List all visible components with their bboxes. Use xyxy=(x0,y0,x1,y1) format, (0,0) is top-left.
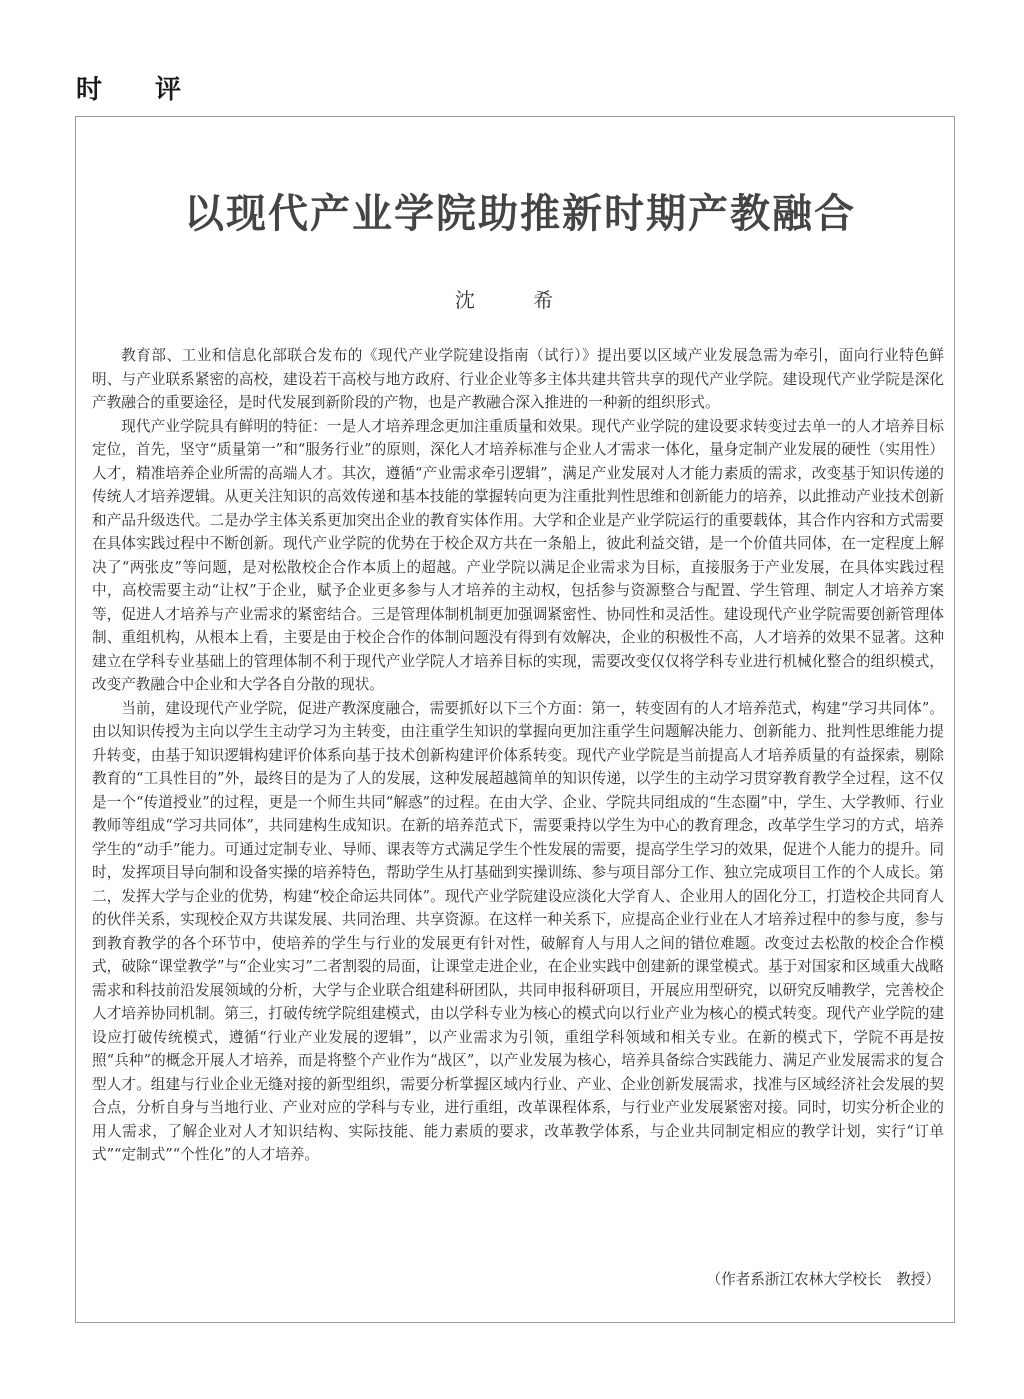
article-author: 沈 希 xyxy=(454,288,580,312)
paragraph-3: 当前，建设现代产业学院，促进产教深度融合，需要抓好以下三个方面：第一，转变固有的人才培养范式，构建“学习共同体”。由以知识传授为主向以学生主动学习为主转变，由注重学生知识的掌握向更加注重学生问题解决能力、创新能力、批判性思维能力提升转变，由基于知识逻辑构建评价体系向基于技术创新构建评价体系转变。现代产业学院是当前提高人才培养质量的有益探索，剔除教育的“工具性目的”外，最终目的是为了人的发展，这种发展超越简单的知识传递，以学生的主动学习贯穿教育教学全过程，这不仅是一个“传道授业”的过程，更是一个师生共同“解惑”的过程。在由大学、企业、学院共同组成的“生态圈”中，学生、大学教师、行业教师等组成“学习共同体”，共同建构生成知识。在新的培养范式下，需要秉持以学生为中心的教育理念，改革学生学习的方式，培养学生的“动手”能力。可通过定制专业、导师、课表等方式满足学生个性发展的需要，提高学生学习的效果，促进个人能力的提升。同时，发挥项目导向制和设备实操的培养特色，帮助学生从打基础到实操训练、参与项目部分工作、独立完成项目工作的个人成长。第二，发挥大学与企业的优势，构建“校企命运共同体”。现代产业学院建设应淡化大学育人、企业用人的固化分工，打造校企共同育人的伙伴关系，实现校企双方共谋发展、共同治理、共享资源。在这样一种关系下，应提高企业行业在人才培养过程中的参与度，参与到教育教学的各个环节中，使培养的学生与行业的发展更有针对性，破解育人与用人之间的错位难题。改变过去松散的校企合作模式，破除“课堂教学”与“企业实习”二者割裂的局面，让课堂走进企业，在企业实践中创建新的课堂模式。基于对国家和区域重大战略需求和科技前沿发展领域的分析，大学与企业联合组建科研团队，共同申报科研项目，开展应用型研究，以研究反哺教学，完善校企人才培养协同机制。第三，打破传统学院组建模式，由以学科专业为核心的模式向以行业产业为核心的模式转变。现代产业学院的建设应打破传统模式，遵循“行业产业发展的逻辑”，以产业需求为引领，重组学科领域和相关专业。在新的模式下，学院不再是按照“兵种”的概念开展人才培养，而是将整个产业作为“战区”，以产业发展为核心，培养具备综合实践能力、满足产业发展需求的复合型人才。组建与行业企业无缝对接的新型组织，需要分析掌握区域内行业、产业、企业创新发展需求，找准与区域经济社会发展的契合点，分析自身与当地行业、产业对应的学科与专业，进行重组，改革课程体系，与行业产业发展紧密对接。同时，切实分析企业的用人需求，了解企业对人才知识结构、实际技能、能力素质的要求，改革教学体系，与企业共同制定相应的教学计划，实行“订单式”“定制式”“个性化”的人才培养。 xyxy=(92,699,944,1163)
article-body xyxy=(92,344,944,1167)
paragraph-2: 现代产业学院具有鲜明的特征：一是人才培养理念更加注重质量和效果。现代产业学院的建设要求转变过去单一的人才培养目标定位，首先，坚守“质量第一”和“服务行业”的原则，深化人才培养标准与企业人才需求一体化，量身定制产业发展的硬性（实用性）人才，精准培养企业所需的高端人才。其次，遵循“产业需求牵引逻辑”，满足产业发展对人才能力素质的需求，改变基于知识传递的传统人才培养逻辑。从更关注知识的高效传递和基本技能的掌握转向更为注重批判性思维和创新能力的培养，以此推动产业技术创新和产品升级迭代。二是办学主体关系更加突出企业的教育实体作用。大学和企业是产业学院运行的重要载体，其合作内容和方式需要在具体实践过程中不断创新。现代产业学院的优势在于校企双方共在一条船上，彼此利益交错，是一个价值共同体，在一定程度上解决了“两张皮”等问题，是对松散校企合作本质上的超越。产业学院以满足企业需求为目标，直接服务于产业发展，在具体实践过程中，高校需要主动“让权”于企业，赋予企业更多参与人才培养的主动权，包括参与资源整合与配置、学生管理、制定人才培养方案等，促进人才培养与产业需求的紧密结合。三是管理体制机制更加强调紧密性、协同性和灵活性。建设现代产业学院需要创新管理体制、重组机构，从根本上看，主要是由于校企合作的体制问题没有得到有效解决，企业的积极性不高，人才培养的效果不显著。这种建立在学科专业基础上的管理体制不利于现代产业学院人才培养目标的实现，需要改变仅仅将学科专业进行机械化整合的组织模式，改变产教融合中企业和大学各自分散的现状。 xyxy=(92,417,944,693)
author-note: （作者系浙江农林大学校长 教授） xyxy=(706,1271,940,1288)
paragraph-1: 教育部、工业和信息化部联合发布的《现代产业学院建设指南（试行）》提出要以区域产业发展急需为牵引，面向行业特色鲜明、与产业联系紧密的高校，建设若干高校与地方政府、行业企业等多主体共建共管共享的现代产业学院。建设现代产业学院是深化产教融合的重要途径，是时代发展到新阶段的产物，也是产教融合深入推进的一种新的组织形式。 xyxy=(92,347,944,411)
article-title: 以现代产业学院助推新时期产教融合 xyxy=(184,191,856,237)
column-label: 时 评 xyxy=(76,75,204,105)
